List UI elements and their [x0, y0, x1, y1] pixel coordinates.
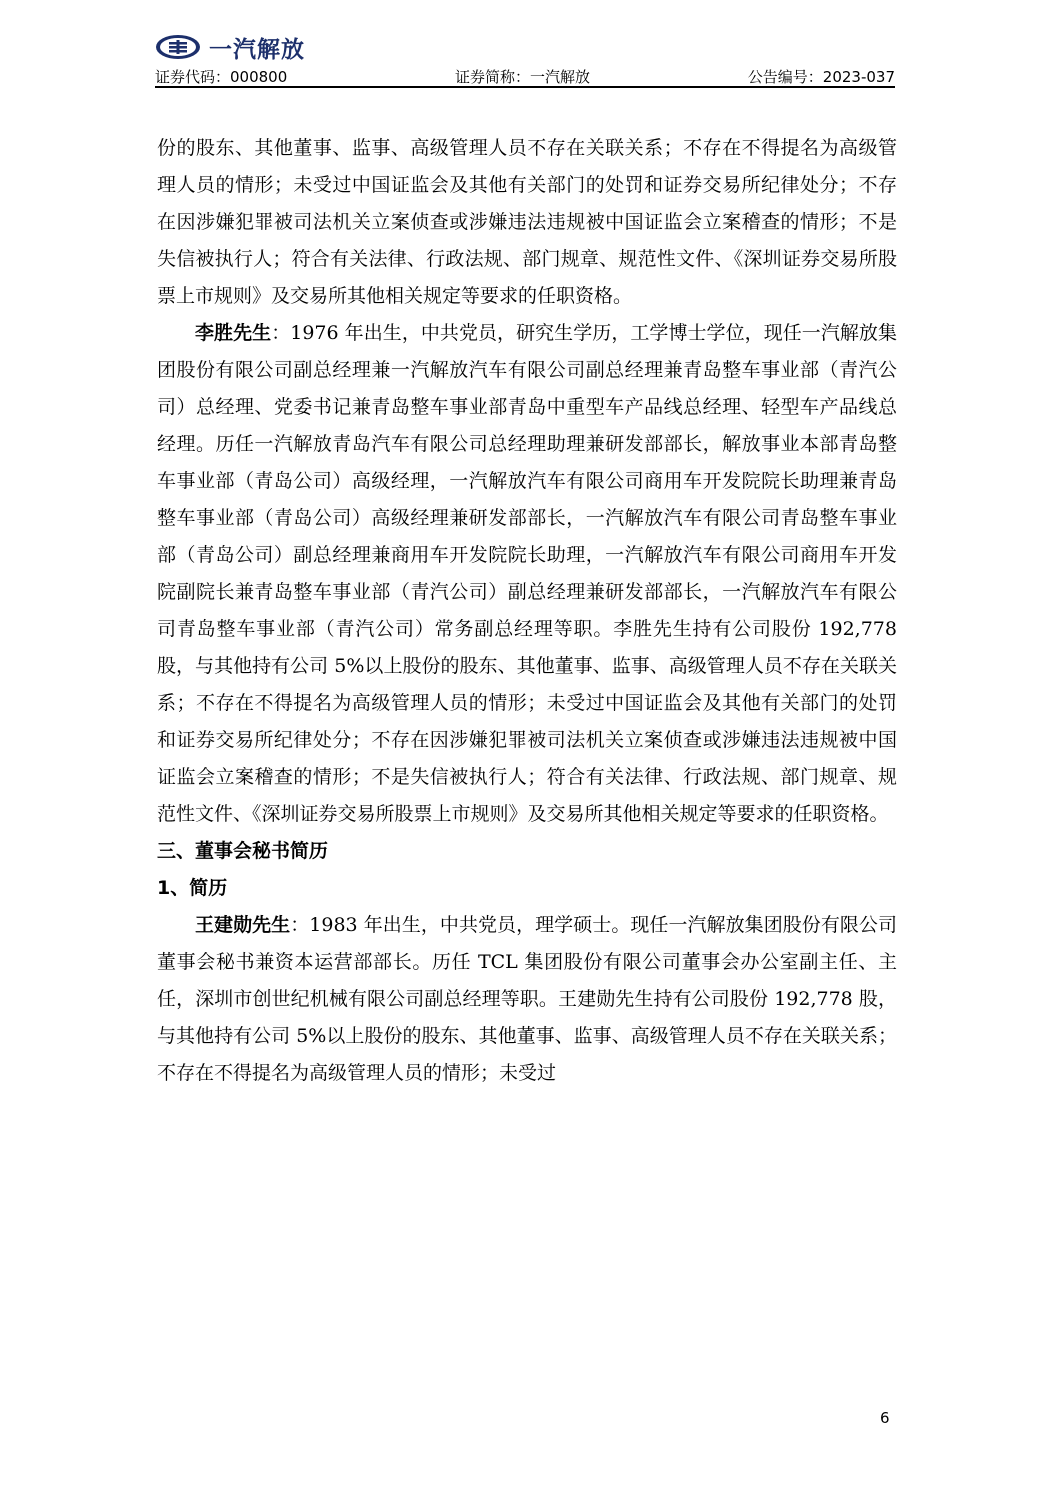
paragraph-wang-jianxun	[157, 907, 897, 1092]
paragraph-li-sheng	[157, 315, 897, 833]
page-header	[155, 30, 895, 88]
document-body	[157, 130, 897, 1092]
header-divider	[155, 86, 895, 88]
header-info-line	[155, 66, 895, 87]
person-name-wang-jianxun: 王建勋先生	[195, 914, 291, 936]
subsection-heading: 1、简历	[157, 877, 228, 899]
stock-name: 证券简称：一汽解放	[455, 68, 591, 86]
section-heading: 三、董事会秘书简历	[157, 840, 329, 862]
bio-li-sheng: ：1976 年出生，中共党员，研究生学历，工学博士学位，现任一汽解放集团股份有限公司副总经理兼一汽解放汽车有限公司副总经理兼青岛整车事业部（青汽公司）总经理、党委书记兼青岛整车事业部青岛中重型车产品线总经理、轻型车产品线总经理。历任一汽解放青岛汽车有限公司总经理助理兼研发部部长，解放事业本部青岛整车事业部（青岛公司）高级经理，一汽解放汽车有限公司商用车开发院院长助理兼青岛整车事业部（青岛公司）高级经理兼研发部部长，一汽解放汽车有限公司青岛整车事业部（青岛公司）副总经理兼商用车开发院院长助理，一汽解放汽车有限公司商用车开发院副院长兼青岛整车事业部（青汽公司）副总经理兼研发部部长，一汽解放汽车有限公司青岛整车事业部（青汽公司）常务副总经理等职。李胜先生持有公司股份 192,778 股，与其他持有公司 5%以上股份的股东、其他董事、监事、高级管理人员不存在关联关系；不存在不得提名为高级管理人员的情形；未受过中国证监会及其他有关部门的处罚和证券交易所纪律处分；不存在因涉嫌犯罪被司法机关立案侦查或涉嫌违法违规被中国证监会立案稽查的情形；不是失信被执行人；符合有关法律、行政法规、部门规章、规范性文件、《深圳证券交易所股票上市规则》及交易所其他相关规定等要求的任职资格。	[157, 322, 897, 825]
faw-emblem-icon	[155, 34, 201, 60]
company-logo	[155, 32, 305, 62]
person-name-li-sheng: 李胜先生	[195, 322, 272, 344]
bio-wang-jianxun: ：1983 年出生，中共党员，理学硕士。现任一汽解放集团股份有限公司董事会秘书兼资本运营部部长。历任 TCL 集团股份有限公司董事会办公室副主任、主任，深圳市创世纪机械有限公司副总经理等职。王建勋先生持有公司股份 192,778 股，与其他持有公司 5%以上股份的股东、其他董事、监事、高级管理人员不存在关联关系；不存在不得提名为高级管理人员的情形；未受过	[157, 914, 897, 1084]
stock-code: 证券代码：000800	[155, 68, 288, 86]
announcement-number: 公告编号：2023-037	[747, 68, 895, 86]
page-number: 6	[880, 1409, 890, 1427]
paragraph-continued: 份的股东、其他董事、监事、高级管理人员不存在关联关系；不存在不得提名为高级管理人员的情形；未受过中国证监会及其他有关部门的处罚和证券交易所纪律处分；不存在因涉嫌犯罪被司法机关立案侦查或涉嫌违法违规被中国证监会立案稽查的情形；不是失信被执行人；符合有关法律、行政法规、部门规章、规范性文件、《深圳证券交易所股票上市规则》及交易所其他相关规定等要求的任职资格。	[157, 137, 897, 307]
logo-text: 一汽解放	[209, 36, 305, 63]
